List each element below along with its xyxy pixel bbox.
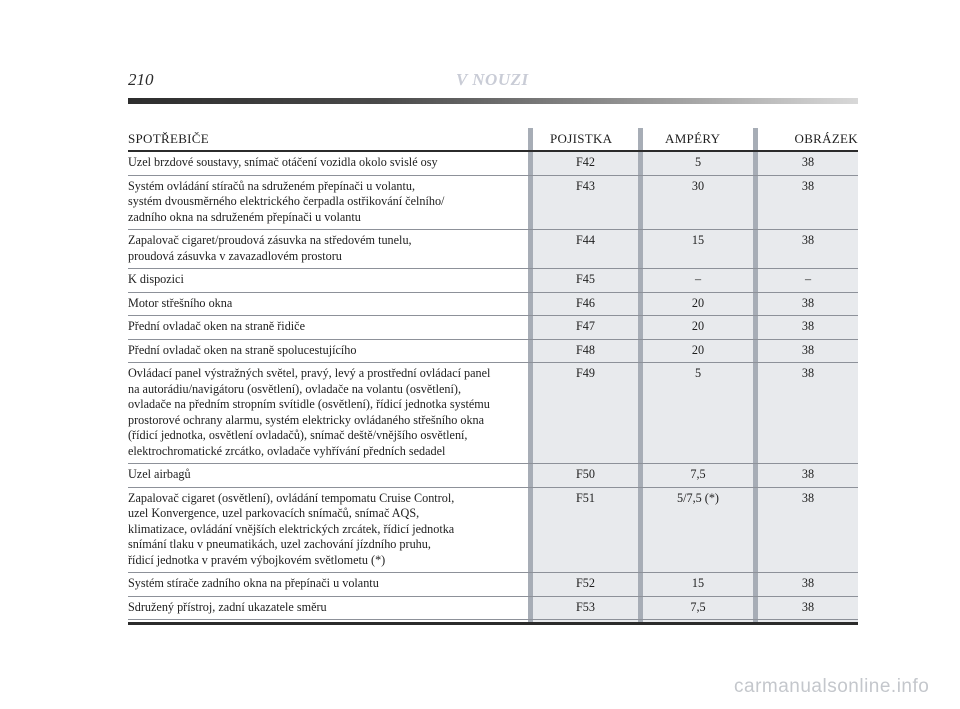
row-description: Zapalovač cigaret/proudová zásuvka na středovém tunelu, proudová zásuvka v zavazadlovém prostoru [128,233,412,263]
row-description: Přední ovladač oken na straně řidiče [128,319,305,333]
row-description: Uzel airbagů [128,467,191,481]
fuse-table [128,128,858,628]
row-amperes: 7,5 [690,599,706,614]
row-amperes: 5 [694,155,702,169]
row-figure: 38 [801,366,815,380]
row-fuse: F49 [576,366,595,380]
row-description: Systém ovládání stíračů na sdruženém přepínači u volantu, systém dvousměrného elektrického čerpadla ostřikování čelního/ zadního okna na sdruženém přepínači u volantu [128,178,445,224]
table-body [128,152,858,620]
row-fuse: F53 [576,599,595,614]
page-number: 210 [128,70,154,89]
watermark: carmanualsonline.info [734,676,930,697]
table-row [128,597,858,621]
row-fuse: F46 [576,295,595,310]
row-amperes: 20 [691,342,705,357]
row-description: Zapalovač cigaret (osvětlení), ovládání tempomatu Cruise Control, uzel Konvergence, uzel parkovacích snímačů, snímač AQS, klimatizace, ovládání vnějších elektrických zrcátek, řídicí jednotka snímání tlaku v pneumatikách, uzel zachování jízdního pruhu, řídicí jednotka v pravém výbojkovém světlometu (*) [128,490,455,567]
row-fuse: F48 [576,342,595,357]
header-figure: OBRÁZEK [794,131,858,146]
table-row [128,152,858,176]
row-amperes: 20 [691,319,705,333]
row-amperes: 5 [694,366,702,380]
row-description: Uzel brzdové soustavy, snímač otáčení vozidla okolo svislé osy [128,155,438,169]
row-fuse: F42 [576,155,595,169]
row-figure: 38 [801,319,815,333]
table-row [128,340,858,364]
row-description: Přední ovladač oken na straně spolucestujícího [128,342,357,357]
row-fuse: F45 [576,272,595,286]
row-figure: 38 [801,233,815,247]
table-row [128,230,858,269]
table-row [128,269,858,293]
row-amperes: 15 [691,233,705,247]
row-description: Ovládací panel výstražných světel, pravý, levý a prostřední ovládací panel na autorádiu/navigátoru (osvětlení), ovladače na volantu (osvětlení), ovladače na předním stropním svítidle (osvětlení), řídicí jednotka systému prostorové ochrany alarmu, systém elektricky ovládaného střešního okna (řídicí jednotka, osvětlení ovladačů), snímač deště/vnějšího osvětlení, elektrochromatické zrcátko, ovladače vyhřívání předních sedadel [128,366,491,458]
row-figure: 38 [801,490,815,505]
table-row [128,363,858,464]
row-fuse: F47 [576,319,595,333]
row-description: Sdružený přístroj, zadní ukazatele směru [128,599,327,614]
header-fuse: POJISTKA [550,131,613,146]
header-rule [128,98,858,104]
row-fuse: F44 [576,233,595,247]
row-figure: – [804,272,812,286]
row-figure: 38 [801,178,815,193]
row-amperes: 20 [691,295,705,310]
row-figure: 38 [801,467,815,481]
row-fuse: F51 [576,490,595,505]
row-figure: 38 [801,342,815,357]
table-row [128,488,858,574]
row-description: Motor střešního okna [128,295,233,310]
header-description: SPOTŘEBIČE [128,131,210,146]
table-row [128,573,858,597]
row-amperes: – [694,272,702,286]
row-figure: 38 [801,295,815,310]
row-amperes: 30 [691,178,705,193]
row-amperes: 5/7,5 (*) [677,490,719,505]
row-description: K dispozici [128,272,184,286]
row-amperes: 7,5 [690,467,706,481]
table-bottom-rule [128,622,858,625]
row-description: Systém stírače zadního okna na přepínači u volantu [128,576,379,590]
row-figure: 38 [801,576,815,590]
row-fuse: F52 [576,576,595,590]
table-row [128,176,858,231]
table-row [128,464,858,488]
table-row [128,293,858,317]
section-title: V NOUZI [456,70,529,89]
row-figure: 38 [801,599,815,614]
row-amperes: 15 [691,576,705,590]
row-fuse: F43 [576,178,595,193]
row-figure: 38 [801,155,815,169]
table-header [128,128,858,152]
row-fuse: F50 [576,467,595,481]
table-row [128,316,858,340]
header-amperes: AMPÉRY [665,131,721,146]
